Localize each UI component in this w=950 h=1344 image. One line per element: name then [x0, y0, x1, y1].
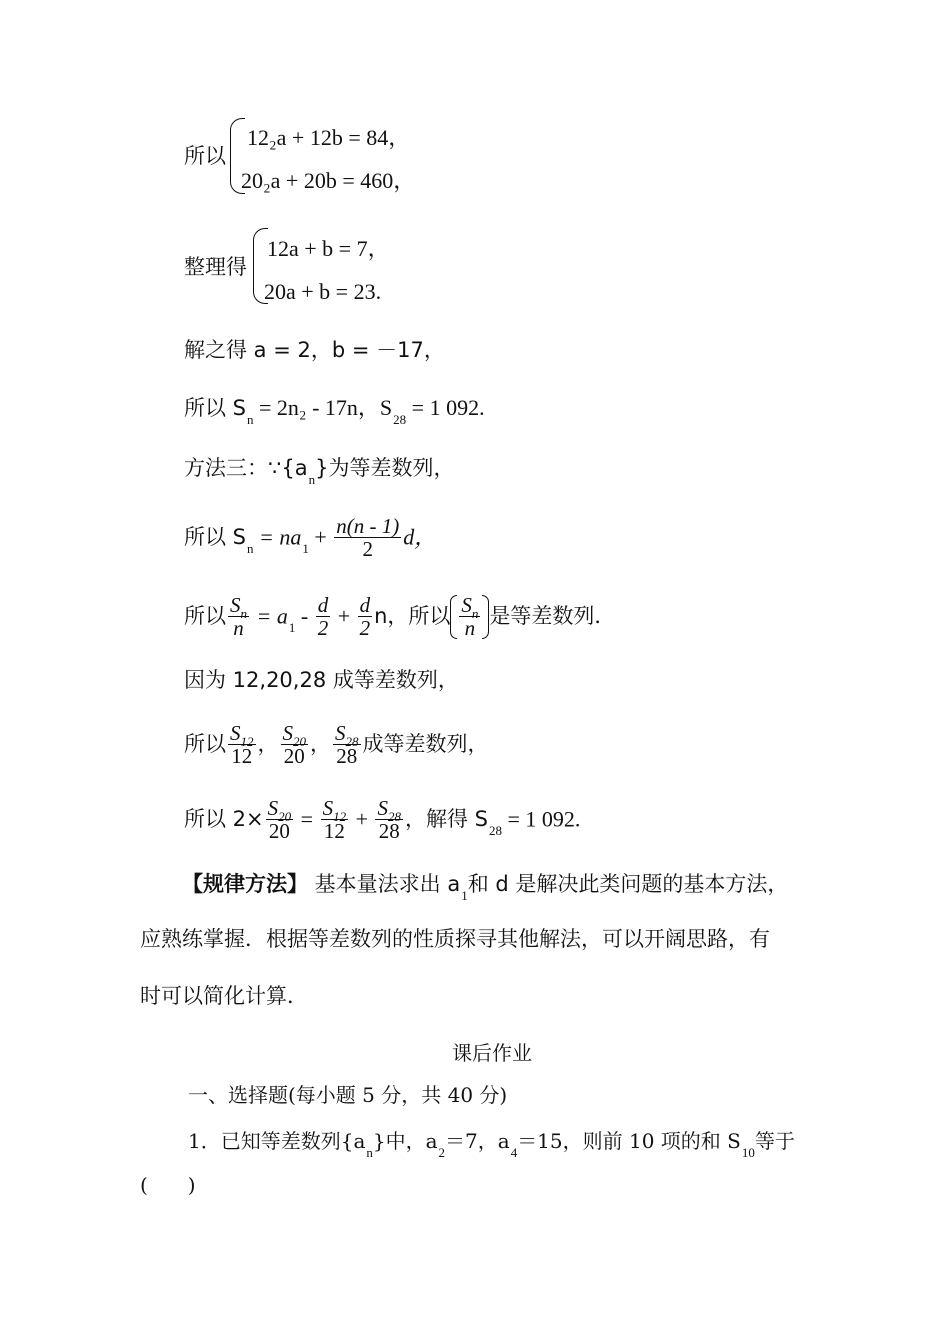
formula-num: n(n - 1)	[336, 514, 400, 538]
son-frac1-num: $S_n$	[230, 593, 247, 621]
q1-sub-4: 4	[510, 1145, 518, 1160]
seq-frac2-den: 20	[283, 744, 305, 769]
q1-e: 等于	[754, 1129, 795, 1153]
final-frac2-den: 12	[323, 819, 345, 844]
final-frac2	[321, 797, 349, 842]
son-end: 是等差数列．	[489, 604, 616, 629]
son-frac2-den: 2	[317, 616, 329, 641]
seq-frac2-num: $S_{20}$	[282, 721, 306, 749]
question-1-answer-blank: ( )	[140, 1173, 196, 1197]
son-prefix: 所以	[184, 604, 226, 629]
final-frac3-num: $S_{28}$	[377, 796, 401, 824]
final-frac2-num: $S_{12}$	[322, 796, 347, 824]
son-mid2: n，所以	[374, 604, 451, 629]
q1-sub-2: 2	[438, 1145, 446, 1160]
rule-line1	[182, 872, 789, 903]
son-frac1-den: n	[233, 616, 244, 641]
final-frac1-num: $S_{20}$	[267, 796, 292, 824]
sn-sub-n: n	[247, 412, 254, 427]
son-frac4-den: n	[464, 616, 476, 641]
seq-end: 成等差数列，	[362, 732, 489, 757]
final-plus: +	[350, 806, 374, 832]
homework-section: 一、选择题(每小题 5 分，共 40 分)	[188, 1083, 508, 1107]
sn-prefix: 所以 S	[184, 396, 247, 420]
seq-line	[184, 722, 489, 767]
system1-prefix: 所以	[184, 144, 226, 168]
final-mid: ，解得 S	[404, 807, 488, 832]
q1-sub-n: n	[366, 1145, 373, 1160]
son-frac3-den: 2	[359, 616, 371, 641]
son-frac2-num: d	[317, 593, 329, 617]
sn-over-n-line	[184, 594, 615, 639]
seq-frac3-num: $S_{28}$	[335, 721, 359, 749]
son-minus: -	[295, 603, 314, 629]
method3-line	[184, 456, 455, 487]
son-plus: +	[332, 603, 356, 629]
final-frac1-den: 20	[268, 819, 290, 844]
final-line	[184, 797, 580, 842]
method3-sub: n	[308, 472, 316, 487]
rule-line3: 时可以简化计算．	[140, 984, 308, 1008]
sn-sub-28: 28	[393, 412, 407, 427]
final-frac1	[266, 797, 294, 842]
seq-frac1	[228, 722, 256, 767]
final-prefix: 所以 2×	[184, 807, 264, 832]
son-sub1: 1	[288, 619, 296, 635]
son-mid1: = a	[251, 603, 288, 629]
seq-comma1: ，	[257, 732, 279, 757]
formula-fraction	[334, 515, 401, 560]
seq-frac3-den: 28	[336, 744, 358, 769]
seq-frac2	[281, 722, 309, 767]
system2-eq2: 20a + b = 23.	[264, 279, 382, 304]
method3-prefix: 方法三：∵{a	[184, 456, 308, 480]
q1-d: ＝15，则前 10 项的和 S	[517, 1129, 741, 1153]
seq-frac1-den: 12	[231, 744, 253, 769]
formula-end: d，	[403, 524, 437, 550]
q1-c: ＝7，a	[445, 1129, 510, 1153]
because-line: 因为 12,20,28 成等差数列，	[184, 668, 459, 692]
son-frac3	[358, 594, 373, 639]
system2-prefix: 整理得	[184, 255, 247, 279]
solve-line: 解之得 a = 2，b = －17，	[184, 338, 445, 362]
formula-plus: +	[308, 524, 333, 550]
final-end: = 1 092.	[502, 806, 581, 832]
rule-line2: 应熟练掌握．根据等差数列的性质探寻其他解法，可以开阔思路，有	[140, 927, 770, 951]
seq-frac1-num: $S_{12}$	[230, 721, 254, 749]
seq-frac3	[333, 722, 361, 767]
son-frac4	[459, 594, 480, 639]
rule-sub1: 1	[461, 888, 468, 903]
formula-sub-1: 1	[302, 540, 309, 556]
sn-line	[184, 395, 485, 427]
method3-end: }为等差数列，	[315, 456, 455, 480]
rule-text1b: 和 d 是解决此类问题的基本方法，	[467, 872, 789, 896]
question-1	[188, 1129, 795, 1160]
formula-prefix: 所以 S	[184, 525, 247, 550]
son-frac2	[316, 594, 331, 639]
system1-eq2: 20₂a + 20b = 460，	[241, 168, 416, 193]
rule-label: 【规律方法】	[182, 872, 308, 896]
seq-comma2: ，	[310, 732, 331, 757]
sn-mid: = 2n₂ - 17n，S	[253, 395, 393, 420]
son-frac3-num: d	[359, 593, 371, 617]
son-brace-left	[450, 595, 457, 639]
son-frac1	[228, 594, 249, 639]
homework-title: 课后作业	[452, 1041, 532, 1065]
sum-formula-line	[184, 515, 436, 560]
final-eq: =	[295, 806, 319, 832]
sn-end: = 1 092.	[406, 395, 485, 420]
system2-eq1: 12a + b = 7，	[267, 236, 390, 261]
q1-a: 1．已知等差数列{a	[188, 1129, 366, 1153]
q1-b: }中，a	[372, 1129, 438, 1153]
rule-text1a: 基本量法求出 a	[308, 872, 461, 896]
formula-mid: = na	[253, 524, 302, 550]
formula-den: 2	[362, 537, 374, 562]
formula-sub-n: n	[247, 540, 254, 556]
final-frac3-den: 28	[378, 819, 400, 844]
system1-eq1: 12₂a + 12b = 84，	[247, 125, 411, 150]
son-frac4-num: $S_n$	[461, 593, 479, 621]
final-frac3	[375, 797, 403, 842]
seq-prefix: 所以	[184, 732, 226, 757]
q1-sub-10: 10	[741, 1145, 755, 1160]
final-sub: 28	[489, 822, 502, 838]
